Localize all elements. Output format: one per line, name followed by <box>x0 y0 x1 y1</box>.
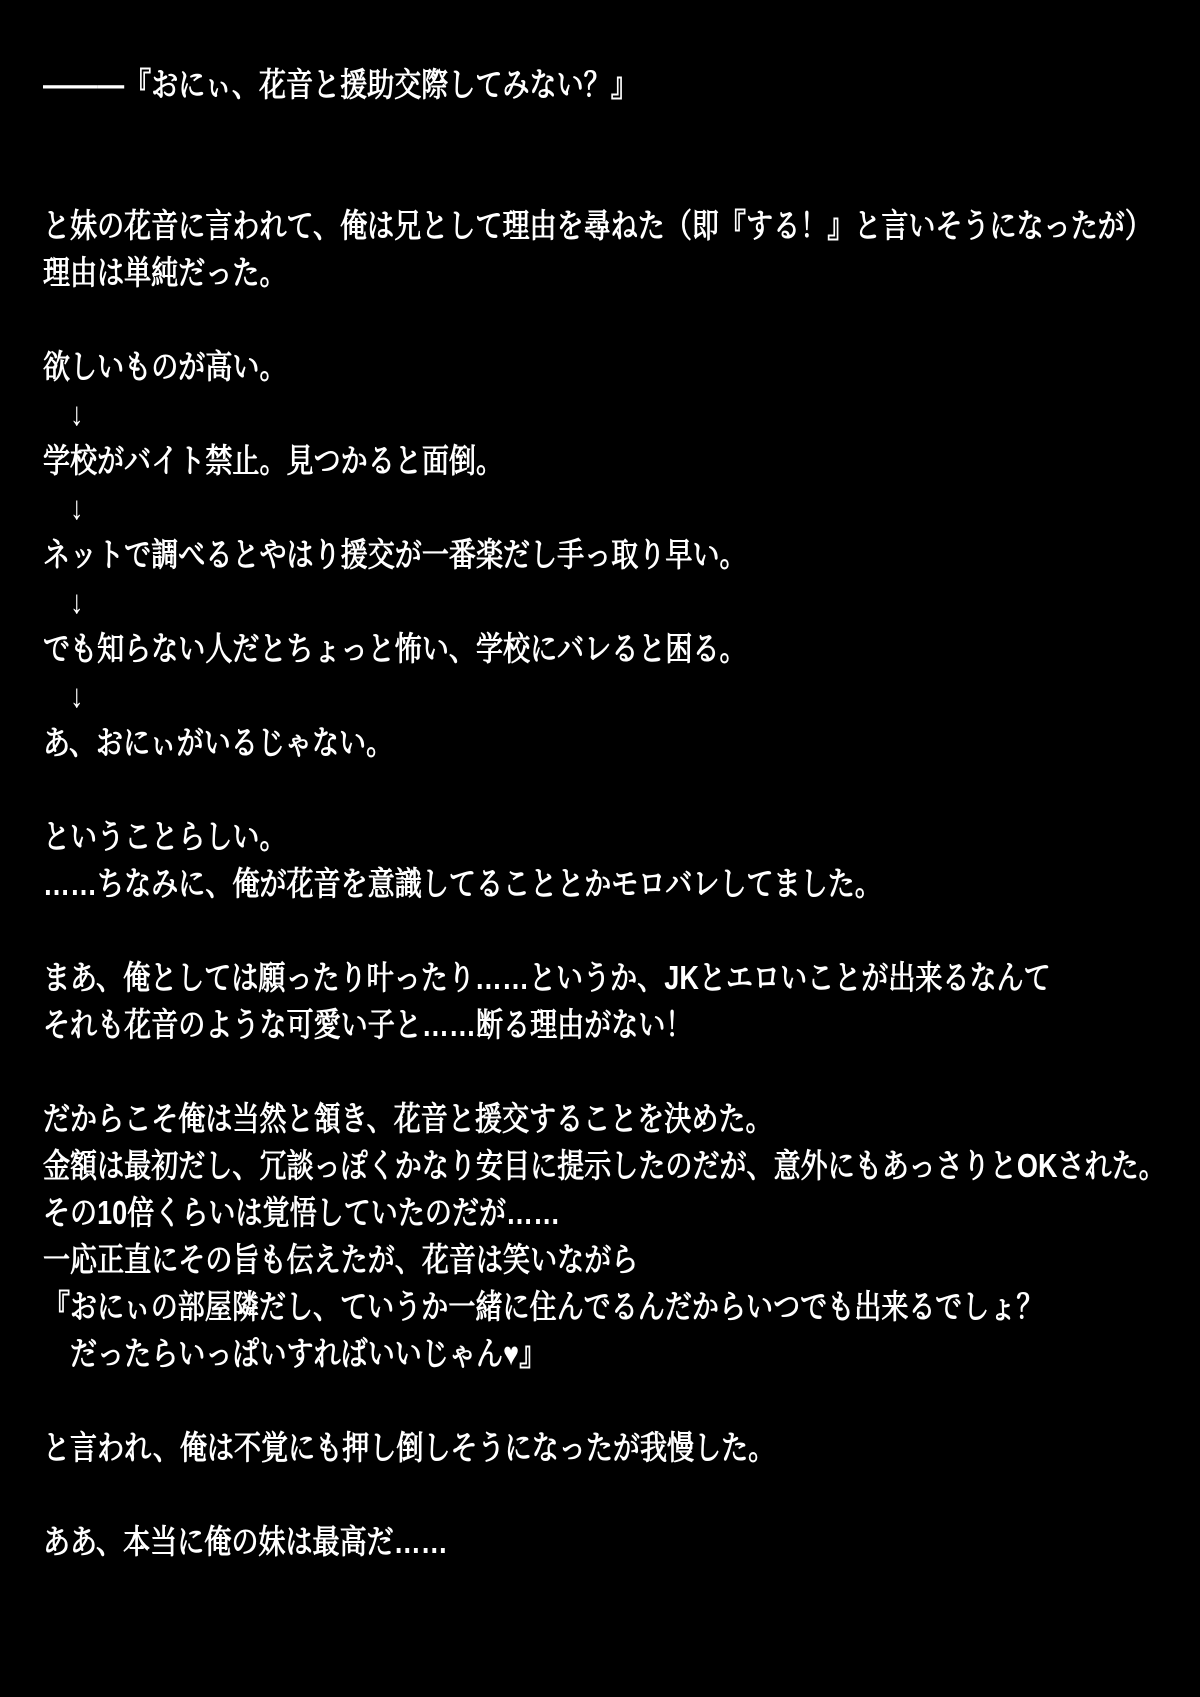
story-line: 『おにぃの部屋隣だし、ていうか一緒に住んでるんだからいつでも出来るでしょ？ <box>43 1288 1044 1325</box>
story-line: ああ、本当に俺の妹は最高だ…… <box>43 1523 448 1560</box>
story-line: 金額は最初だし、冗談っぽくかなり安目に提示したのだが、意外にもあっさりとOKされた。 <box>43 1147 1166 1184</box>
story-line: でも知らない人だとちょっと怖い、学校にバレると困る。 <box>43 630 747 667</box>
story-line: と妹の花音に言われて、俺は兄として理由を尋ねた（即『する！』と言いそうになったが） <box>43 207 1152 244</box>
story-line: と言われ、俺は不覚にも押し倒しそうになったが我慢した。 <box>43 1429 776 1466</box>
blank-line <box>43 296 992 343</box>
story-line: だからこそ俺は当然と頷き、花音と援交することを決めた。 <box>43 1100 773 1137</box>
down-arrow-icon: ↓ <box>43 489 84 526</box>
blank-line <box>43 1048 992 1095</box>
story-line: あ、おにぃがいるじゃない。 <box>43 724 394 761</box>
blank-line <box>43 1471 992 1518</box>
story-line: 欲しいものが高い。 <box>43 348 287 385</box>
down-arrow-icon: ↓ <box>43 583 84 620</box>
story-line: その10倍くらいは覚悟していたのだが…… <box>43 1194 561 1231</box>
blank-line <box>43 1377 992 1424</box>
story-line: 理由は単純だった。 <box>43 254 287 291</box>
down-arrow-icon: ↓ <box>43 677 84 714</box>
blank-line <box>43 155 992 202</box>
story-line: ということらしい。 <box>43 818 287 855</box>
story-line: 一応正直にその旨も伝えたが、花音は笑いながら <box>43 1241 639 1278</box>
down-arrow-icon: ↓ <box>43 395 84 432</box>
blank-line <box>43 907 992 954</box>
blank-line <box>43 766 992 813</box>
story-text-block <box>43 61 1200 1565</box>
story-line: だったらいっぱいすればいいじゃん♥』 <box>43 1335 547 1372</box>
story-line: まあ、俺としては願ったり叶ったり……というか、JKとエロいことが出来るなんて <box>43 959 1051 996</box>
story-line: ―――『おにぃ、花音と援助交際してみない？』 <box>43 66 638 103</box>
story-line: ……ちなみに、俺が花音を意識してることとかモロバレしてました。 <box>43 865 882 902</box>
story-line: 学校がバイト禁止。見つかると面倒。 <box>43 442 504 479</box>
blank-line <box>43 108 992 155</box>
story-line: ネットで調べるとやはり援交が一番楽だし手っ取り早い。 <box>43 536 747 573</box>
story-line: それも花音のような可愛い子と……断る理由がない！ <box>43 1006 693 1043</box>
